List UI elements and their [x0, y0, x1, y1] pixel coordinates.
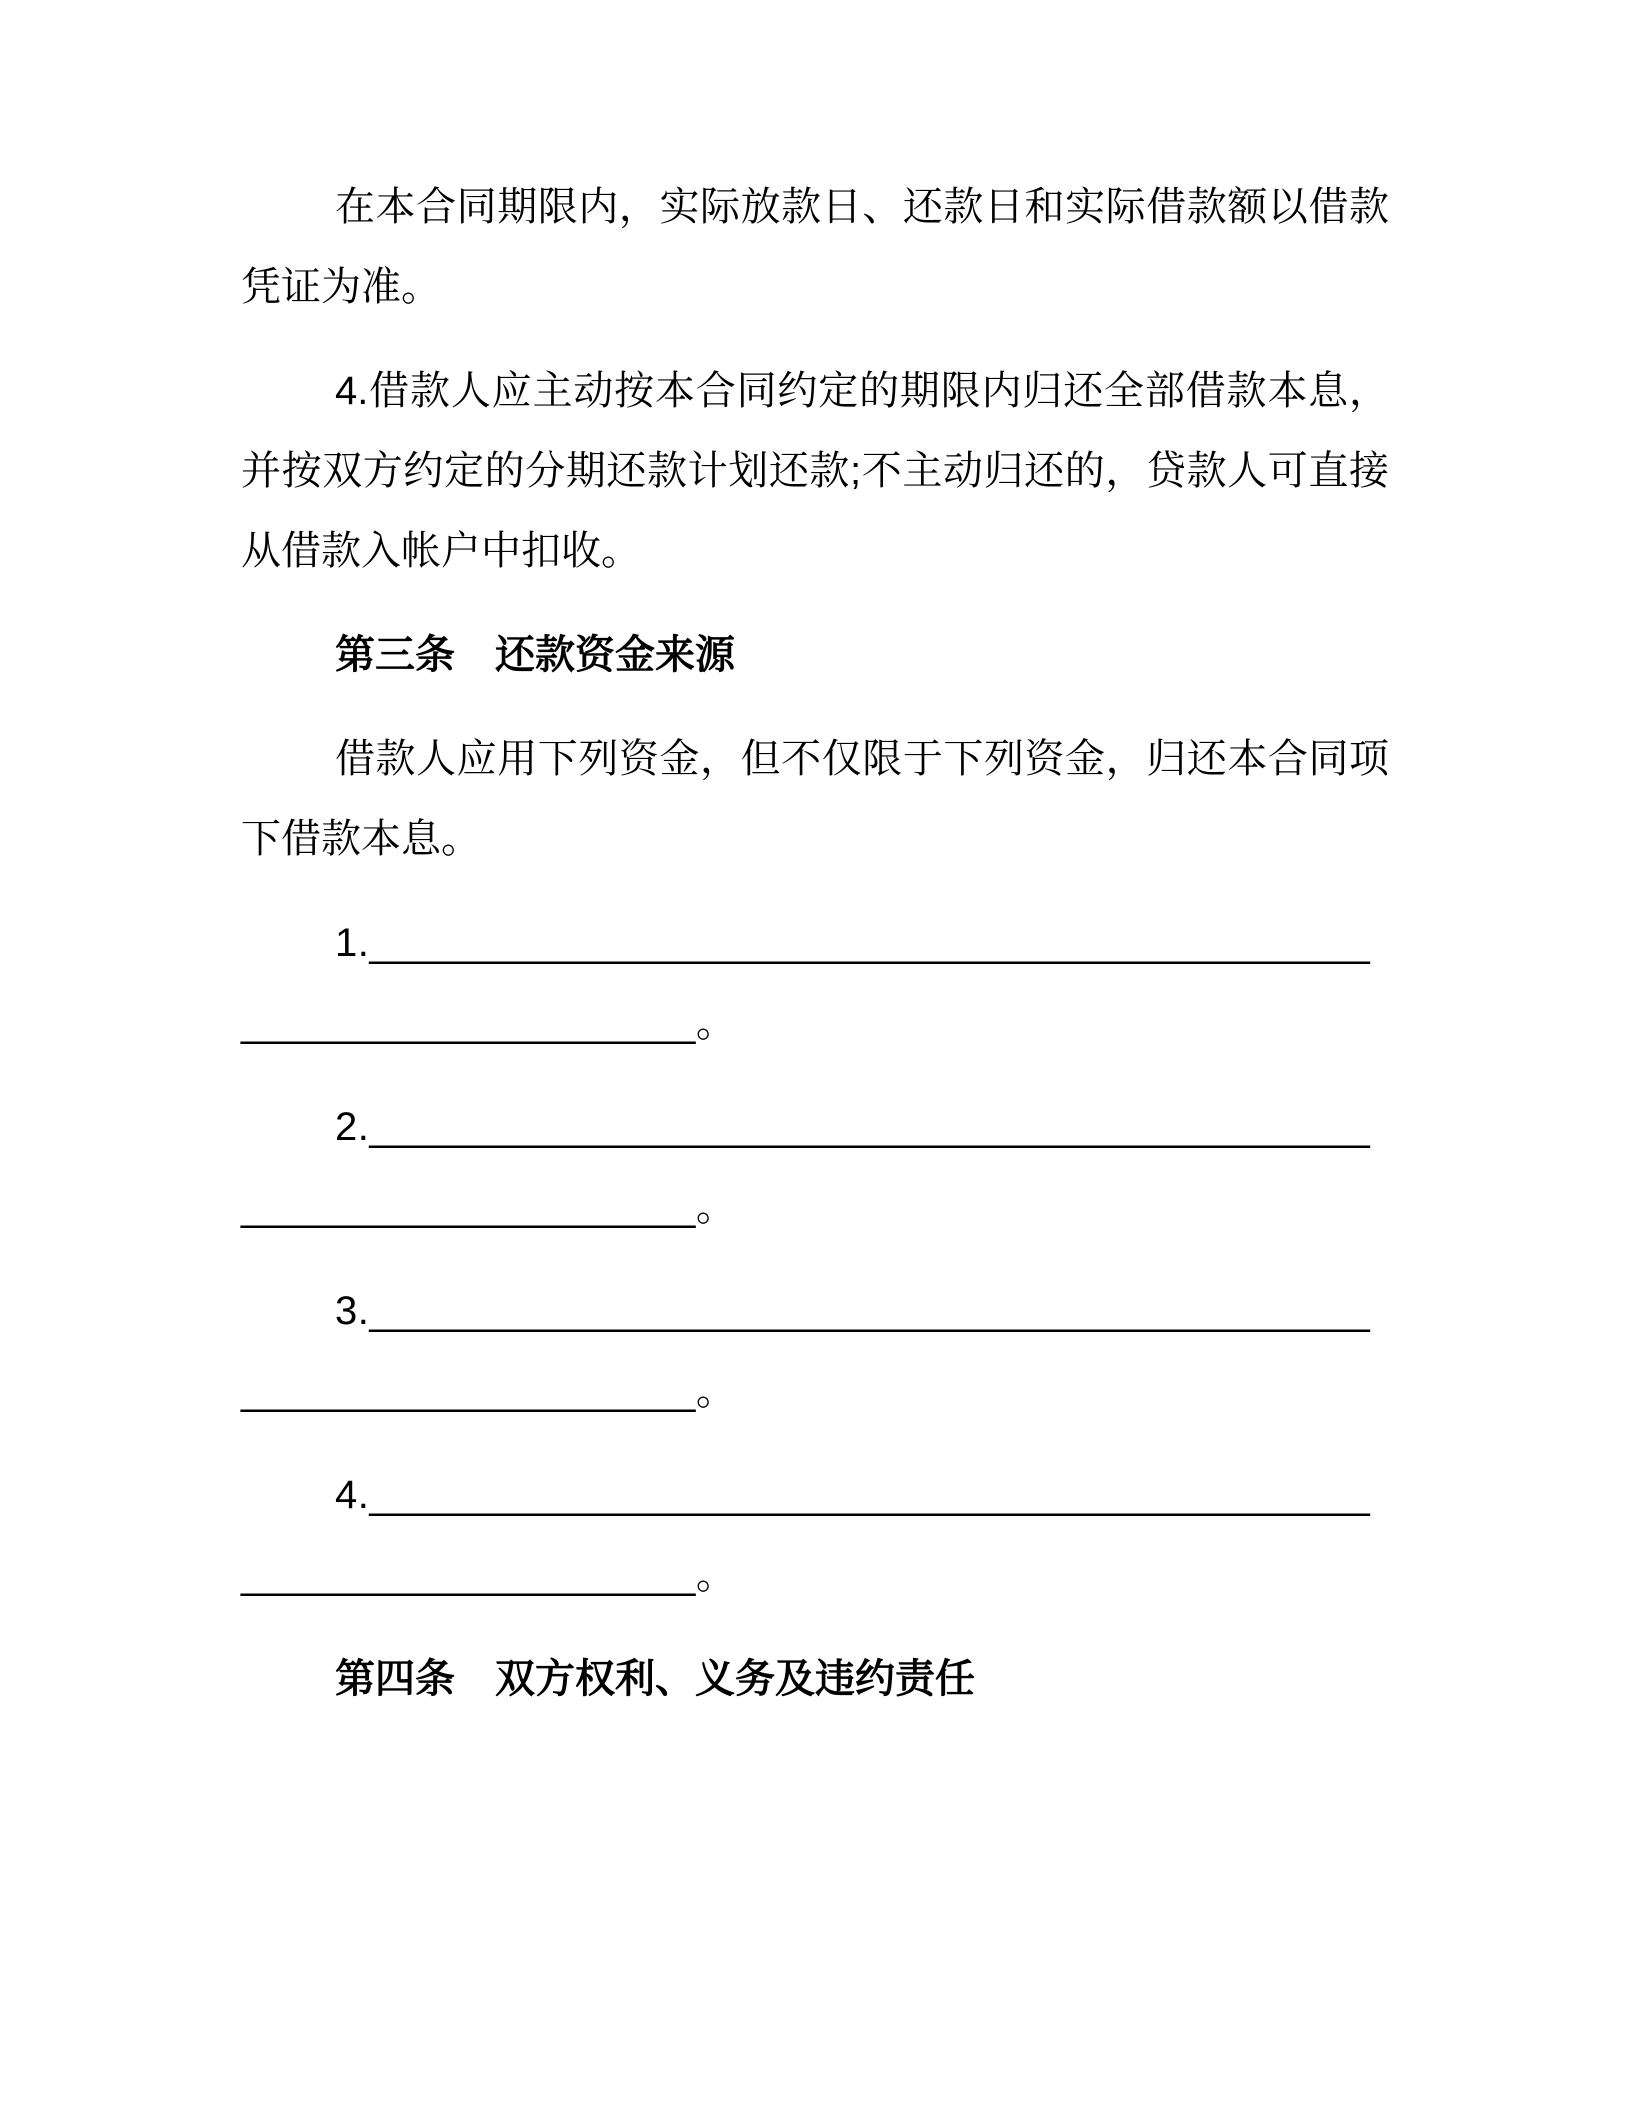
blank-number: 3.	[335, 1289, 370, 1333]
blank-item-3	[241, 1271, 1389, 1431]
blank-item-1	[241, 903, 1389, 1063]
blank-fill-line: ________________________________________________________________	[241, 921, 1371, 1045]
blank-number: 4.	[335, 1473, 370, 1517]
section-heading-article-4: 第四条 双方权利、义务及违约责任	[335, 1657, 975, 1701]
paragraph-repayment-clause: 4.借款人应主动按本合同约定的期限内归还全部借款本息，并按双方约定的分期还款计划还款;不主动归还的，贷款人可直接从借款入帐户中扣收。	[241, 369, 1389, 573]
blank-terminator: 。	[695, 1185, 737, 1229]
blank-number: 1.	[335, 921, 370, 965]
blank-terminator: 。	[695, 1553, 737, 1597]
blank-item-2	[241, 1087, 1389, 1247]
paragraph-loan-voucher: 在本合同期限内，实际放款日、还款日和实际借款额以借款凭证为准。	[241, 185, 1389, 309]
paragraph-fund-sources-intro: 借款人应用下列资金，但不仅限于下列资金，归还本合同项下借款本息。	[241, 737, 1389, 861]
blank-terminator: 。	[695, 1001, 737, 1045]
blank-number: 2.	[335, 1105, 370, 1149]
section-heading-article-3: 第三条 还款资金来源	[335, 633, 735, 677]
blank-fill-line: ________________________________________________________________	[241, 1105, 1371, 1229]
blank-terminator: 。	[695, 1369, 737, 1413]
blank-fill-line: ________________________________________________________________	[241, 1473, 1371, 1597]
blank-fill-line: ________________________________________________________________	[241, 1289, 1371, 1413]
blank-item-4	[241, 1455, 1389, 1615]
